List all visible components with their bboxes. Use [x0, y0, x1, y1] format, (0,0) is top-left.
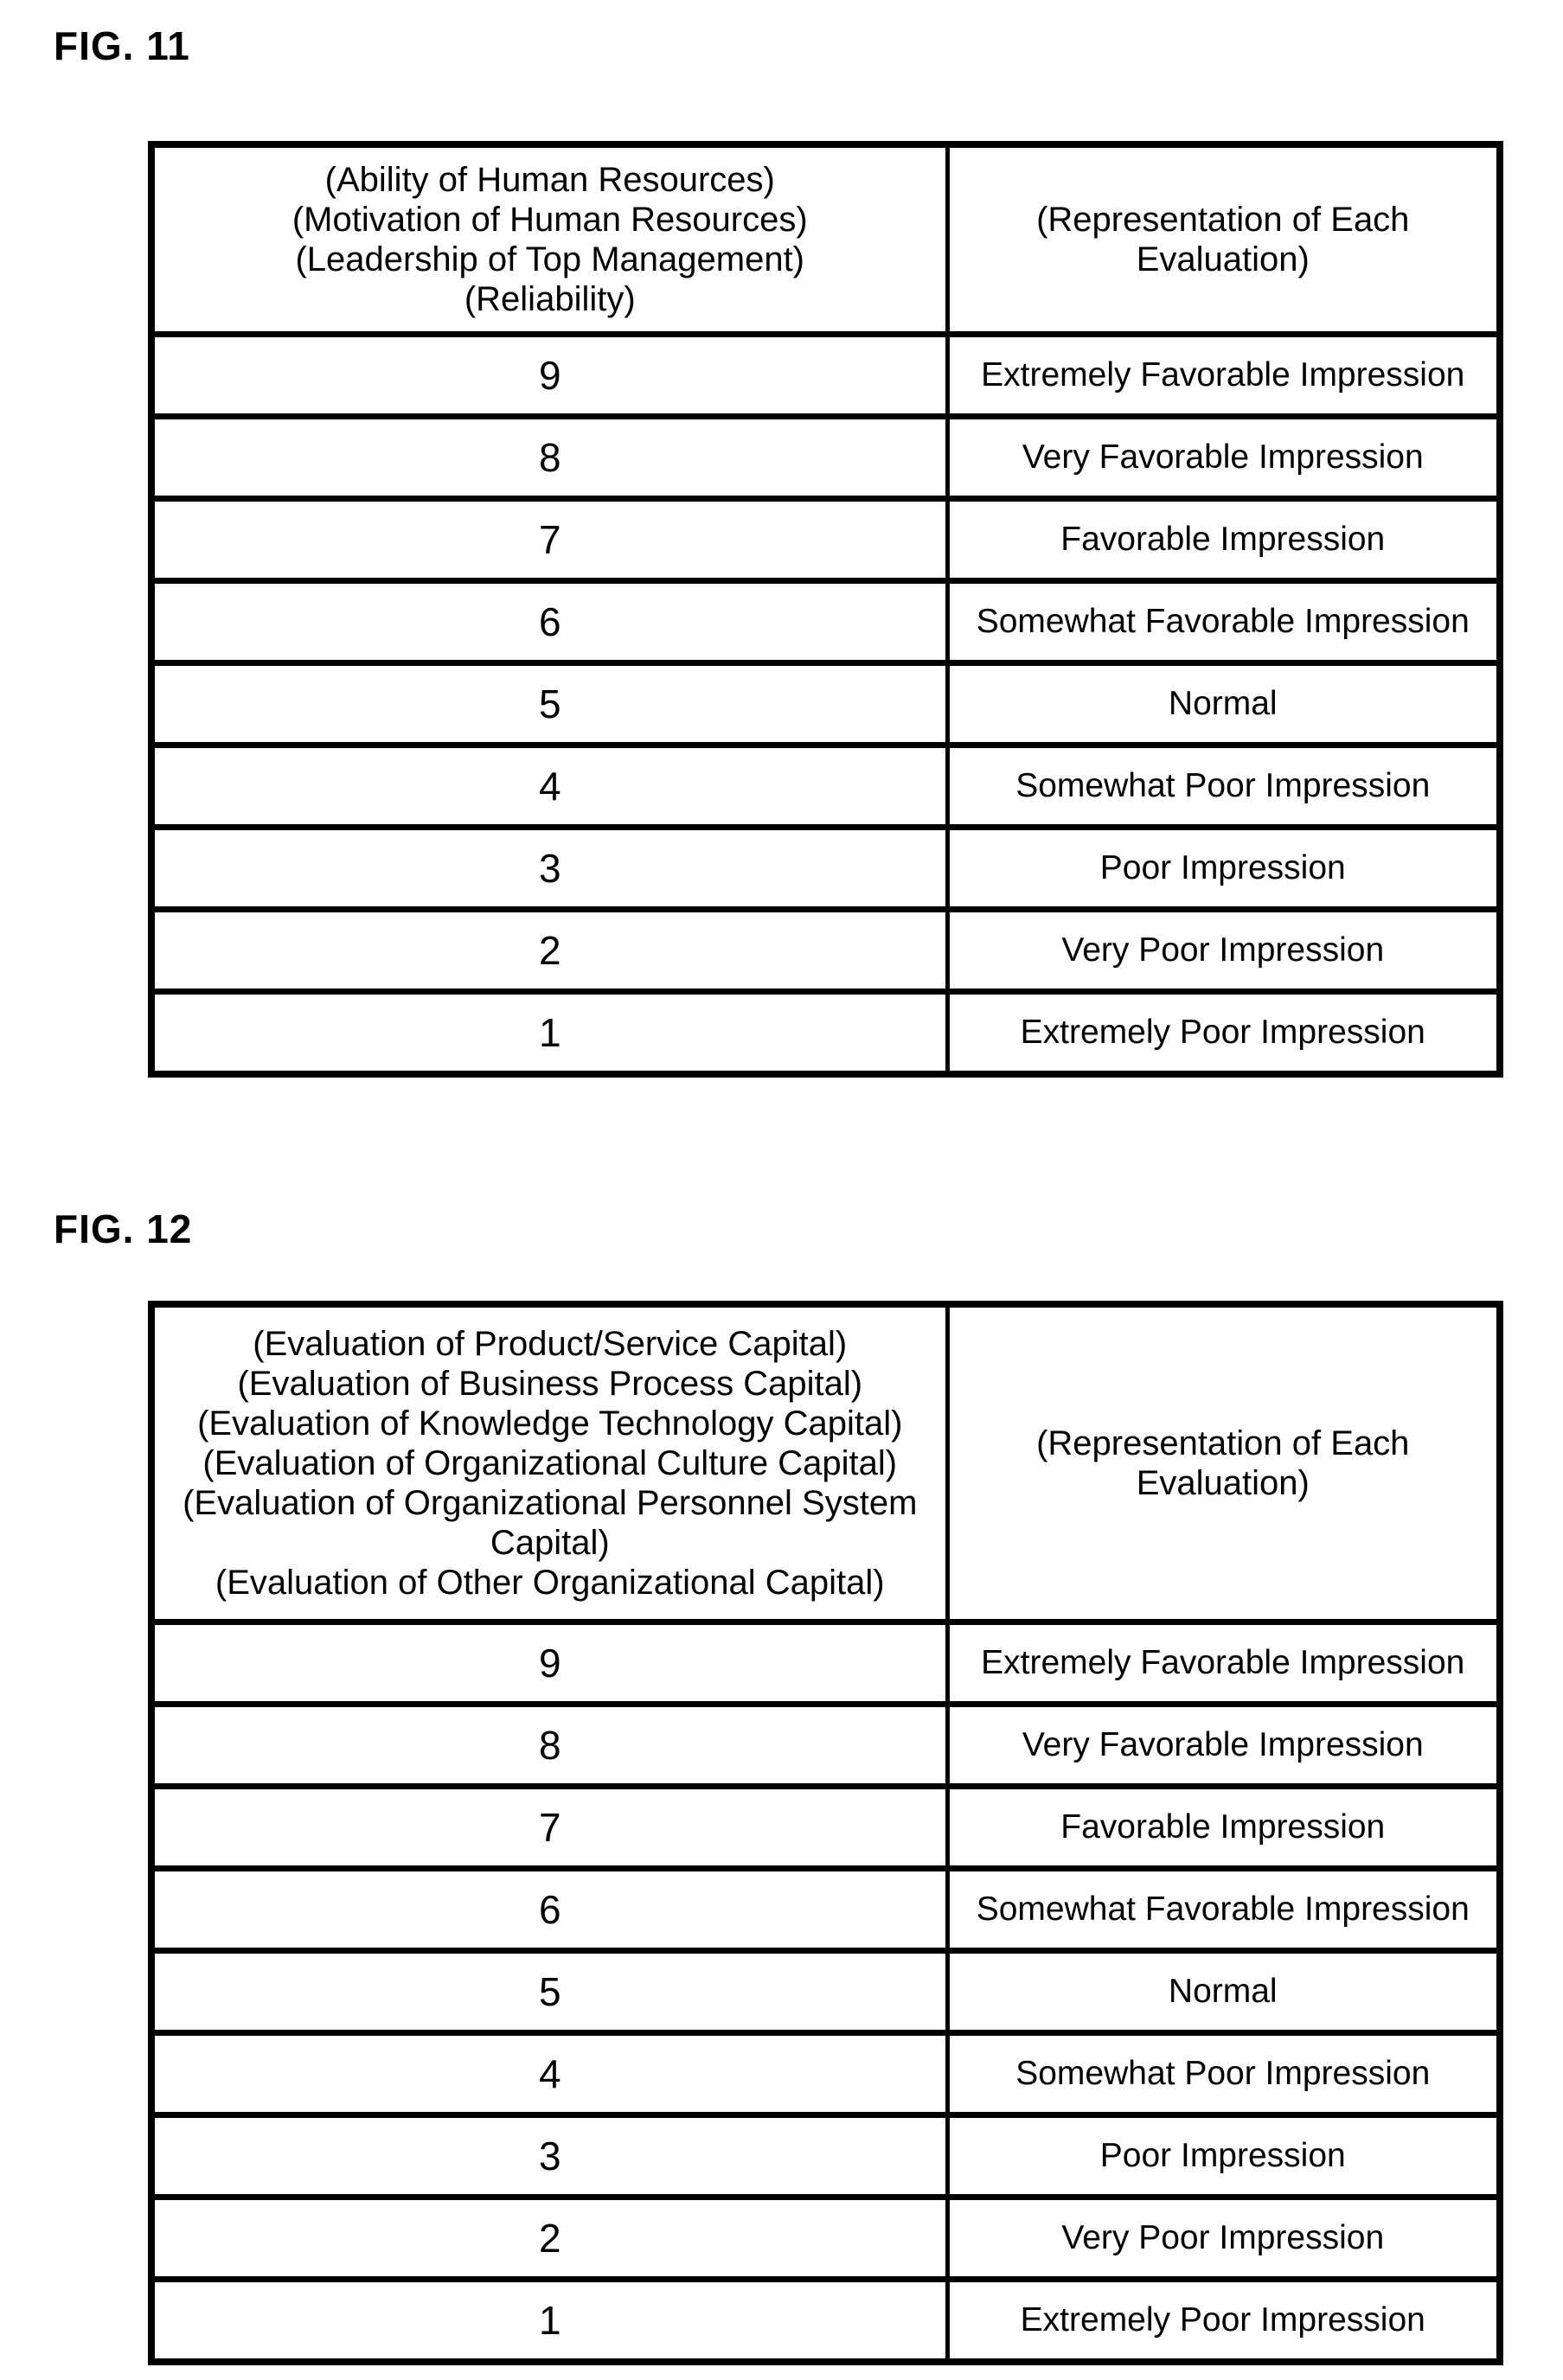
figure-11-representation-header: (Representation of Each Evaluation) — [947, 144, 1500, 335]
impression-cell: Poor Impression — [947, 2115, 1500, 2198]
table-row — [151, 2280, 1500, 2363]
score-cell: 2 — [151, 2198, 947, 2280]
table-row — [151, 992, 1500, 1075]
impression-cell: Extremely Favorable Impression — [947, 1622, 1500, 1705]
table-row — [151, 663, 1500, 745]
impression-cell: Normal — [947, 1951, 1500, 2033]
table-row — [151, 910, 1500, 992]
impression-cell: Extremely Favorable Impression — [947, 335, 1500, 417]
score-cell: 4 — [151, 2033, 947, 2115]
table-row — [151, 1951, 1500, 2033]
score-cell: 7 — [151, 499, 947, 581]
score-cell: 9 — [151, 1622, 947, 1705]
table-row — [151, 581, 1500, 663]
score-cell: 3 — [151, 2115, 947, 2198]
impression-cell: Very Poor Impression — [947, 910, 1500, 992]
impression-cell: Somewhat Poor Impression — [947, 745, 1500, 828]
score-cell: 7 — [151, 1787, 947, 1869]
score-cell: 1 — [151, 992, 947, 1075]
impression-cell: Very Poor Impression — [947, 2198, 1500, 2280]
table-row — [151, 745, 1500, 828]
table-row — [151, 2033, 1500, 2115]
figure-12-evaluation-table — [148, 1301, 1503, 2365]
score-cell: 9 — [151, 335, 947, 417]
figure-12-criteria-header: (Evaluation of Product/Service Capital) (Evaluation of Business Process Capital) (Evaluation of Knowledge Technology Capital) (Evaluation of Organizational Culture Capital) (Evaluation of Organizational Personnel System Capital) (Evaluation of Other Organizational Capital) — [151, 1304, 947, 1622]
table-row — [151, 417, 1500, 499]
figure-12-representation-header: (Representation of Each Evaluation) — [947, 1304, 1500, 1622]
impression-cell: Favorable Impression — [947, 499, 1500, 581]
score-cell: 6 — [151, 1869, 947, 1951]
score-cell: 8 — [151, 417, 947, 499]
figure-11-criteria-header: (Ability of Human Resources) (Motivation of Human Resources) (Leadership of Top Management) (Reliability) — [151, 144, 947, 335]
impression-cell: Poor Impression — [947, 828, 1500, 910]
impression-cell: Very Favorable Impression — [947, 417, 1500, 499]
score-cell: 5 — [151, 663, 947, 745]
impression-cell: Extremely Poor Impression — [947, 992, 1500, 1075]
figure-11-evaluation-table — [148, 141, 1503, 1078]
table-row — [151, 1787, 1500, 1869]
impression-cell: Somewhat Favorable Impression — [947, 1869, 1500, 1951]
table-header-row — [151, 1304, 1500, 1622]
score-cell: 5 — [151, 1951, 947, 2033]
table-row — [151, 2115, 1500, 2198]
score-cell: 1 — [151, 2280, 947, 2363]
impression-cell: Somewhat Poor Impression — [947, 2033, 1500, 2115]
score-cell: 4 — [151, 745, 947, 828]
impression-cell: Normal — [947, 663, 1500, 745]
table-row — [151, 1622, 1500, 1705]
table-header-row — [151, 144, 1500, 335]
impression-cell: Favorable Impression — [947, 1787, 1500, 1869]
table-row — [151, 2198, 1500, 2280]
impression-cell: Very Favorable Impression — [947, 1705, 1500, 1787]
table-row — [151, 828, 1500, 910]
score-cell: 8 — [151, 1705, 947, 1787]
score-cell: 6 — [151, 581, 947, 663]
score-cell: 2 — [151, 910, 947, 992]
score-cell: 3 — [151, 828, 947, 910]
table-row — [151, 1869, 1500, 1951]
table-row — [151, 499, 1500, 581]
table-row — [151, 335, 1500, 417]
impression-cell: Extremely Poor Impression — [947, 2280, 1500, 2363]
figure-12-label: FIG. 12 — [54, 1206, 193, 1251]
impression-cell: Somewhat Favorable Impression — [947, 581, 1500, 663]
figure-11-label: FIG. 11 — [54, 23, 190, 68]
table-row — [151, 1705, 1500, 1787]
